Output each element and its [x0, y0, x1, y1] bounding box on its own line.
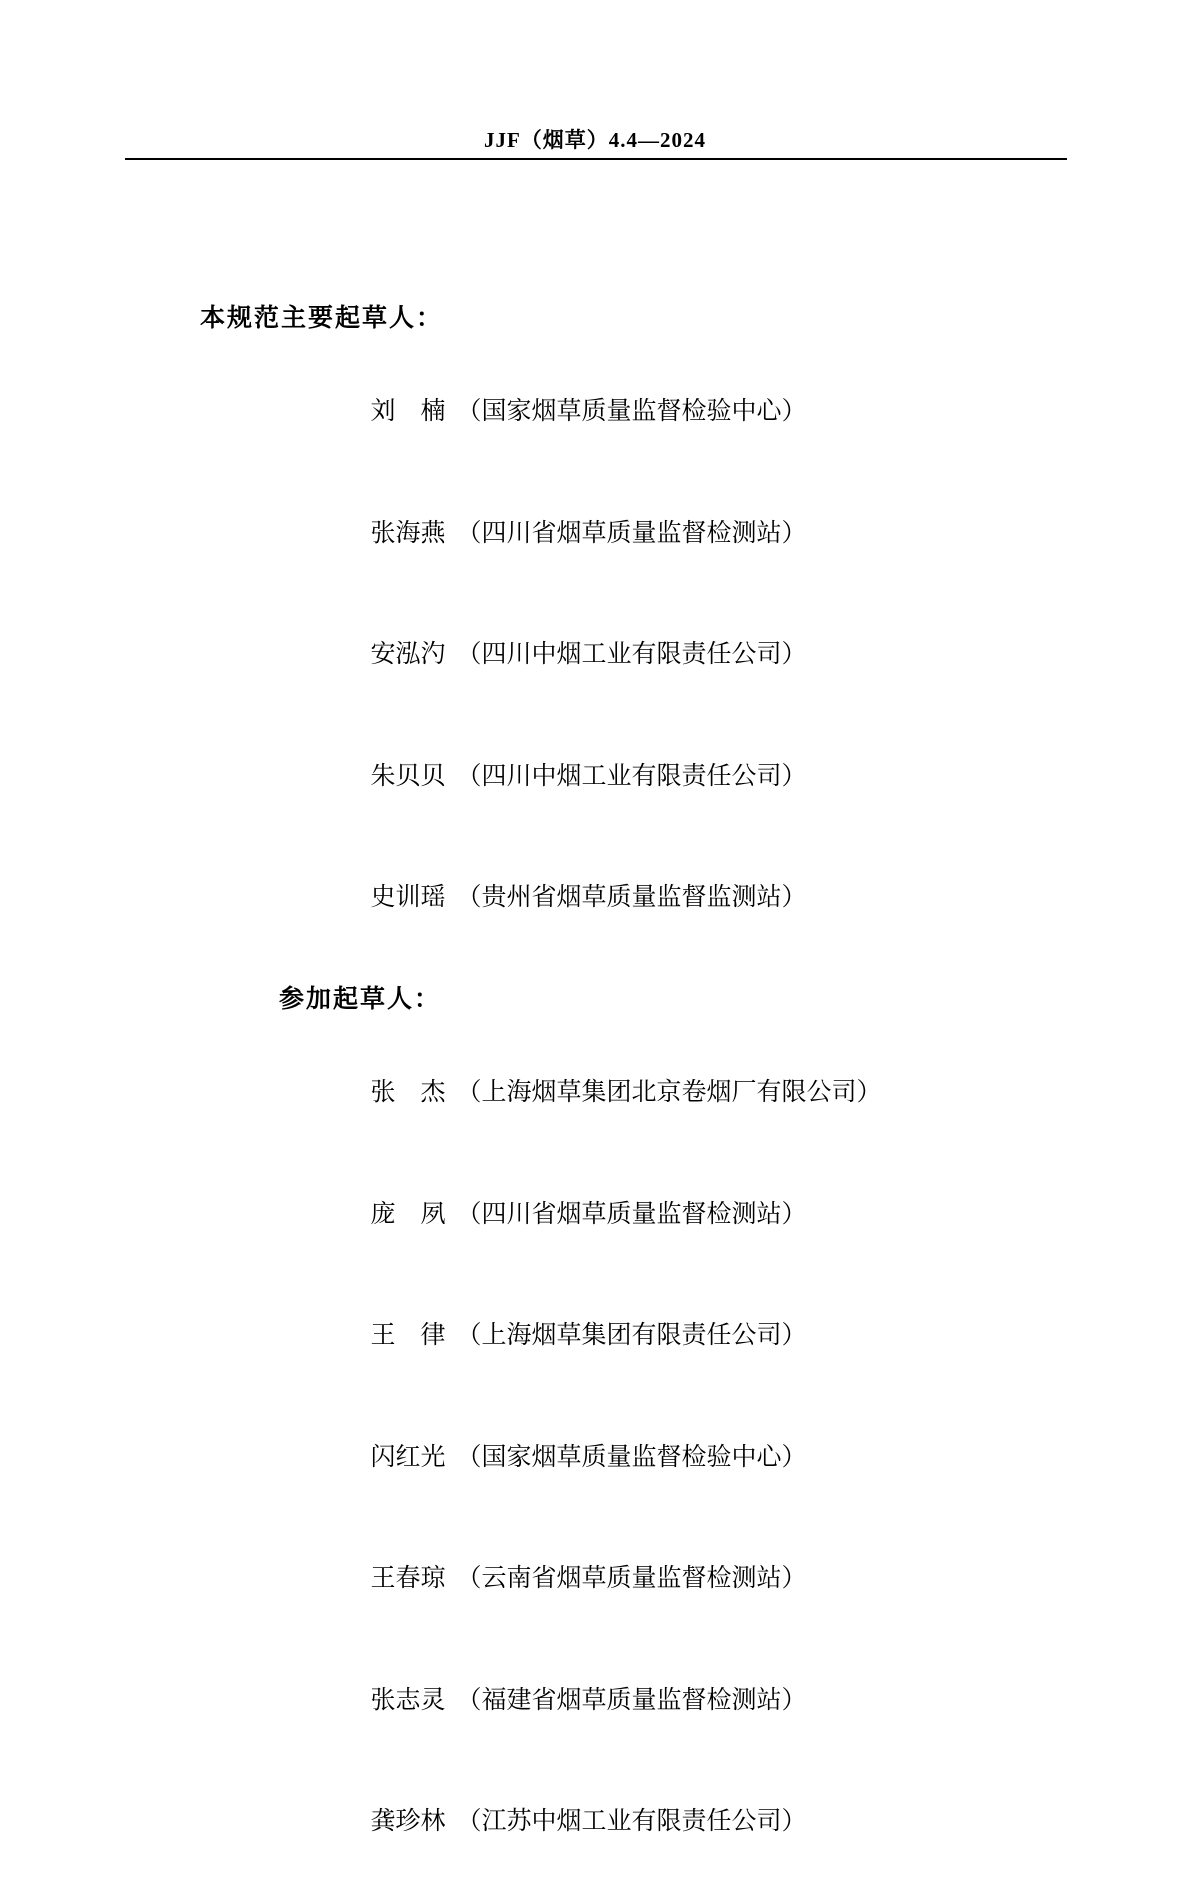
drafter-name: 龚珍林: [371, 1802, 457, 1843]
drafter-organization: （贵州省烟草质量监督监测站）: [457, 884, 807, 911]
drafter-organization: （四川中烟工业有限责任公司）: [457, 641, 807, 668]
drafter-name: 张海燕: [371, 514, 457, 555]
drafter-organization: （云南省烟草质量监督检测站）: [457, 1565, 807, 1592]
drafter-name: 张 杰: [371, 1073, 457, 1114]
header-standard-number: JJF（烟草）4.4—2024: [484, 124, 706, 154]
drafter-organization: （四川省烟草质量监督检测站）: [457, 520, 807, 547]
drafter-organization: （四川中烟工业有限责任公司）: [457, 763, 807, 790]
drafter-name: 王春琼: [371, 1559, 457, 1600]
drafter-organization: （四川省烟草质量监督检测站）: [457, 1201, 807, 1228]
drafter-organization: （国家烟草质量监督检验中心）: [457, 398, 807, 425]
list-item: [333, 716, 1191, 838]
section-title-main-drafters: 本规范主要起草人：: [200, 300, 1191, 338]
drafter-name: 庞 夙: [371, 1195, 457, 1236]
drafter-name: 张志灵: [371, 1681, 457, 1722]
document-body: [0, 300, 1191, 1883]
drafter-name: 安泓汋: [371, 635, 457, 676]
list-item: [333, 1397, 1191, 1519]
list-item: [333, 352, 1191, 474]
list-item: [333, 1276, 1191, 1398]
page-header: [125, 124, 1065, 154]
section-title-participating-drafters: 参加起草人：: [279, 981, 1191, 1019]
header-divider: [125, 158, 1067, 160]
drafter-name: 闪红光: [371, 1438, 457, 1479]
list-item: [333, 473, 1191, 595]
list-item: [333, 838, 1191, 960]
drafter-name: 刘 楠: [371, 392, 457, 433]
drafter-name: 史训瑶: [371, 878, 457, 919]
drafter-name: 朱贝贝: [371, 757, 457, 798]
drafter-organization: （上海烟草集团北京卷烟厂有限公司）: [457, 1079, 882, 1106]
list-item: [333, 1033, 1191, 1155]
drafter-organization: （国家烟草质量监督检验中心）: [457, 1444, 807, 1471]
drafter-name: 王 律: [371, 1316, 457, 1357]
list-item: [333, 1640, 1191, 1762]
drafter-organization: （福建省烟草质量监督检测站）: [457, 1687, 807, 1714]
list-item: [333, 595, 1191, 717]
list-item: [333, 1762, 1191, 1883]
drafter-organization: （上海烟草集团有限责任公司）: [457, 1322, 807, 1349]
list-item: [333, 1154, 1191, 1276]
list-item: [333, 1519, 1191, 1641]
drafter-organization: （江苏中烟工业有限责任公司）: [457, 1808, 807, 1835]
